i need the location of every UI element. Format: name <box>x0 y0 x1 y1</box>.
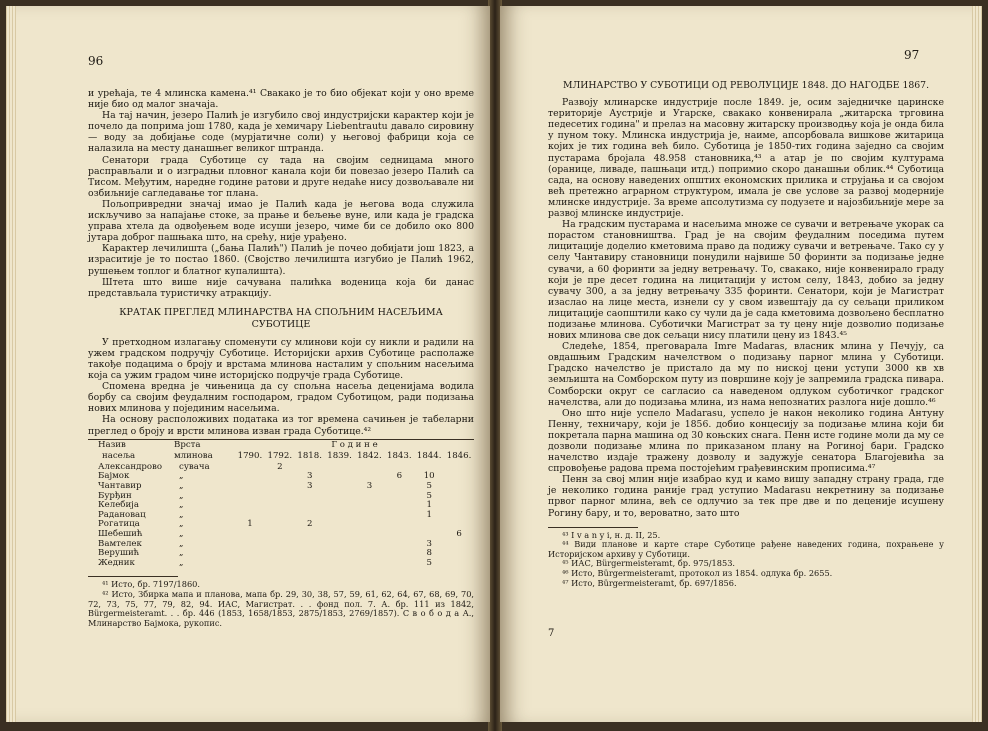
paragraph: Оно што није успело Madarasu, успело је након неколико година Антуну Пенну, техничару, који је 1856. добио концесију за подизање млина који би покретала парна машина од 30 коњских снага. Пенн исте године моли да му се дозволи подизање млина по приказаном плану на Рогиној бари. Градско начелство издаје тражену дозволу и задужује сенатора Благојевића за спровођење радова према постојећим грађевинским прописима.⁴⁷ <box>548 407 944 475</box>
section-heading-line: СУБОТИЦЕ <box>251 318 311 330</box>
paragraph: На градским пустарама и насељима множе се сувачи и ветрењаче укорак са порастом становништва. Град је на својим феудалним поседима путем лицитације доделио кметовима право да подижу сувачи и ветрењаче. Тако су у селу Чантавиру становници понудили највише 50 форинти за подизање једне сувачи, а 60 форинти за једну ветрењачу. То, свакако, није конвенирало граду који је пре десет година на лицитацији у истом селу, 1843, добио за једну сувачу 300, а за једну ветрењачу 335 форинти. Сенатори, који је Магистрат изаслао на лице места, изнели су у свом извештају да су сељаци приликом лицитације саопштили како су чули да је сада кметовима дозвољено бесплатно подизање млинова. Суботички Магистрат за ту цену није дозволио подизање нових млинова све док сељаци нису платили цену из 1843.⁴⁵ <box>548 219 944 342</box>
mill-count <box>265 482 295 492</box>
mill-count <box>444 482 474 492</box>
mill-count <box>295 540 325 550</box>
table-header-year: 1818. <box>297 451 322 462</box>
mill-count: 2 <box>277 461 283 472</box>
table-header-name-2: насеља <box>102 451 136 462</box>
mill-count: 3 <box>366 481 373 491</box>
mill-count <box>355 501 385 511</box>
mill-count <box>444 472 474 482</box>
mill-type: „ <box>179 490 184 501</box>
mill-count: 3 <box>306 481 313 491</box>
mill-count <box>265 472 295 482</box>
mill-count <box>384 549 414 559</box>
mill-type: „ <box>179 538 184 549</box>
mill-count <box>355 511 385 521</box>
mill-count <box>325 492 355 502</box>
table-row <box>88 559 474 569</box>
mill-count <box>384 492 414 502</box>
mill-count <box>265 549 295 559</box>
mill-count <box>325 482 355 492</box>
mill-count <box>444 511 474 521</box>
paragraph: и урећаја, те 4 млинска камена.⁴¹ Свакако је то био објекат који у оно време није био од малог значаја. <box>88 88 474 111</box>
mill-count <box>384 530 414 540</box>
settlement-name: Чантавир <box>98 481 142 491</box>
mill-count <box>325 559 355 569</box>
mill-count <box>414 520 444 530</box>
mill-count <box>384 482 414 492</box>
paragraph: Следеће, 1854, преговарала Imre Madaras, власник млина у Печују, са овдашњим Градским начелством о подизању парног млина у Суботици. Градско начелство је пристало да му по ниској цени уступи 3000 кв хв земљишта на Сомборском путу из површине коју је запремила градска пивара. Сомборски округ се сагласио са наведеном одлуком суботичког градског начелства, али до подизања млина, из нама непознатих разлога није дошло.⁴⁶ <box>548 341 944 408</box>
mill-count <box>444 549 474 559</box>
mill-count: 3 <box>426 538 432 549</box>
mill-count: 6 <box>396 471 403 482</box>
mill-count <box>235 463 265 473</box>
mill-count <box>235 530 265 540</box>
footnote: ⁴⁶ Исто, Bürgermeisteramt, протокол из 1854. одлука бр. 2655. <box>562 568 833 579</box>
paragraph: У претходном излагању споменути су млинови који су никли и радили на ужем градском подручју Суботице. Историјски архив Суботице располаже такође подацима о броју и врстама млинова насталим у спољним насељима која са ужим градом чине историјско подручје града Суботице. <box>88 336 474 382</box>
mill-type: „ <box>179 509 184 520</box>
table-header-year: 1842. <box>357 451 382 462</box>
settlement-name: Верушић <box>98 548 140 559</box>
mill-count <box>355 463 385 473</box>
mill-count <box>355 559 385 569</box>
settlement-name: Келебија <box>98 500 139 511</box>
left-page-body <box>88 88 474 628</box>
mill-count <box>444 492 474 502</box>
table-header-year: 1792. <box>267 451 293 462</box>
footnote: ⁴¹ Исто, бр. 7197/1860. <box>102 579 200 590</box>
mill-count: 5 <box>426 557 432 568</box>
section-heading-line: КРАТАК ПРЕГЛЕД МЛИНАРСТВА НА СПОЉНИМ НАСЕЉИМА <box>119 306 443 318</box>
left-page <box>6 6 490 722</box>
mill-count <box>444 501 474 511</box>
mill-count <box>325 530 355 540</box>
mill-count <box>235 559 265 569</box>
footnote-rule <box>548 527 638 528</box>
paragraph: Штета што више није сачувана палићка воденица која би данас представљала туристичку атракцију. <box>88 276 474 299</box>
page-edge-left <box>6 6 16 722</box>
mill-count <box>325 501 355 511</box>
settlement-name: Бурђин <box>98 490 132 501</box>
mill-count <box>444 463 474 473</box>
mill-count <box>384 501 414 511</box>
footnote: ⁴⁴ Види планове и карте старе Суботице рађене наведених година, похрањене у Историјском архиву у Суботици. <box>548 539 944 559</box>
mill-count <box>384 559 414 569</box>
running-head: МЛИНАРСТВО У СУБОТИЦИ ОД РЕВОЛУЦИЈЕ 1848. ДО НАГОДБЕ 1867. <box>562 80 930 91</box>
settlement-name: Жедник <box>98 557 135 568</box>
mill-count <box>295 492 325 502</box>
mill-count <box>384 540 414 550</box>
settlement-name: Бајмок <box>98 471 130 482</box>
mill-count <box>325 463 355 473</box>
settlement-name: Вамтелек <box>98 538 142 549</box>
table-row <box>88 492 474 502</box>
settlement-name: Александрово <box>98 461 163 472</box>
paragraph: Развоју млинарске индустрије после 1849. је, осим заједничке царинске територије Аустрије и Угарске, свакако конвенирала „житарска трговина педесетих година" и прелаз на масовну житарску производњу која је онда била у пуном току. Млинска индустрија је, наиме, апсорбовала вишкове житарица којих је тих година већ било. Суботица је 1850-тих година заједно са својим пустарама бројала 48.958 становника,⁴³ а атар је по својим културама (оранице, ливаде, пашњаци итд.) попримио скоро данашњи облик.⁴⁴ Суботица сада, на основу наведених општих економских прилика и струјања и са својом већ претежно аграрном структуром, имала је све услове за развој модерније млинске индустрије. За време апсолутизма су подузете и најозбиљније мере за развој млинске индустрије. <box>548 97 944 220</box>
table-row <box>88 520 474 530</box>
mill-count <box>295 549 325 559</box>
mill-count <box>265 530 295 540</box>
mill-count: 1 <box>426 500 432 511</box>
mill-count <box>295 559 325 569</box>
footnote: ⁴³ I v a n y i, н. д. II, 25. <box>562 529 661 540</box>
mill-count <box>384 520 414 530</box>
table-header-year: 1790. <box>237 451 263 462</box>
mill-count <box>444 540 474 550</box>
table-header-type: Врста <box>174 439 201 450</box>
mill-count <box>235 472 265 482</box>
paragraph: На тај начин, језеро Палић је изгубило свој индустријски карактер који је почело да поприма још 1780, када је хемичару Liebentrautu давало сировину — воду за добијање соде (мурјатичне соли) у његовој фабрици која се налазила на месту данашњег великог штранда. <box>88 110 474 155</box>
paragraph: Спомена вредна је чињеница да су спољна насеља деценијама водила борбу са својим феудалним господаром, градом Суботицом, ради подизања нових млинова у појединим насељима. <box>88 381 474 415</box>
mill-count: 2 <box>306 519 313 530</box>
table-row <box>88 530 474 540</box>
page-edge-right <box>972 6 982 722</box>
table-row <box>88 472 474 482</box>
paragraph: Пенн за свој млин није изабрао куд и камо вишу западну страну града, где је неколико година раније град уступио Madarasu некретнину за подизање првог парног млина, већ се одлучио за тек пре две и по деценије исушену Рогину бару, и то, вероватно, зато што <box>548 474 944 519</box>
mill-type: „ <box>179 548 184 559</box>
mill-count: 1 <box>247 519 253 530</box>
paragraph: Сенатори града Суботице су тада на својим седницама много расправљали и о изградњи пловног канала који би повезао језеро Палић са Тисом. Међутим, наредне године ратови и друге недаће нису дозвољавале ни озбиљније сагледавање тог плана. <box>88 154 474 199</box>
page-number-right: 97 <box>904 48 920 62</box>
mill-count: 8 <box>426 548 432 559</box>
mill-count: 10 <box>423 471 435 482</box>
mill-count <box>355 520 385 530</box>
mill-count <box>355 549 385 559</box>
mill-count <box>265 520 295 530</box>
mill-count <box>325 520 355 530</box>
mill-count: 3 <box>306 471 313 482</box>
mill-count <box>235 540 265 550</box>
mills-table <box>88 439 474 569</box>
section-heading <box>88 307 474 331</box>
table-header-year: 1846. <box>446 451 472 462</box>
right-page <box>500 6 982 722</box>
mill-count <box>295 530 325 540</box>
mill-type: „ <box>179 528 184 539</box>
footnote-rule <box>88 576 178 577</box>
page-number-left: 96 <box>88 54 104 68</box>
mill-type: „ <box>179 471 184 482</box>
mill-count <box>355 530 385 540</box>
mill-count: 1 <box>426 509 432 520</box>
table-header-year: 1844. <box>416 451 442 462</box>
mill-count <box>384 511 414 521</box>
mill-count <box>265 559 295 569</box>
paragraph: На основу расположивих података из тог времена сачињен је табеларни преглед о броју и врсти млинова изван града Суботице.⁴² <box>88 414 474 437</box>
mill-type: сувача <box>179 461 210 472</box>
paragraph: Пољопривредни значај имао је Палић када је његова вода служила искључиво за напајање стоке, за прање и бељење вуне, или када је градска управа хтела да одвођењем воде исуши језеро, чиме би се добило око 800 јутара доброг пашњака што, на срећу, није урађено. <box>88 198 474 244</box>
table-header-year: 1843. <box>387 451 412 462</box>
mill-count <box>325 540 355 550</box>
mill-count <box>325 511 355 521</box>
mill-type: „ <box>179 519 184 530</box>
mill-count <box>355 492 385 502</box>
mill-type: „ <box>179 481 184 491</box>
mill-count <box>295 501 325 511</box>
settlement-name: Шебешић <box>98 528 143 539</box>
footnote: ⁴⁷ Исто, Bürgermeisteramt, бр. 697/1856. <box>562 577 737 588</box>
mill-count <box>444 559 474 569</box>
mill-count: 5 <box>426 481 432 491</box>
footnote: ⁴² Исто, Збирка мапа и планова, мапа бр. 29, 30, 38, 57, 59, 61, 62, 64, 67, 68, 69, 70, 72, 73, 75, 77, 79, 82, 94. ИАС, Магистрат. . . фонд пол. 7. А. бр. 111 из 1842, Bürgermeisteramt. . . бр. 446 (1853, 1658/1853, 2875/1853, 2769/1857). С в о б о д а А., Млинарство Бајмока, рукопис. <box>88 588 474 628</box>
signature-mark: 7 <box>548 628 555 640</box>
mill-count <box>265 492 295 502</box>
mill-count: 6 <box>456 528 462 539</box>
paragraph: Карактер лечилишта („бања Палић") Палић је почео добијати још 1823, а израситије је то постао 1860. (Својство лечилишта изгубио је Палић 1962, рушењем топлог и блатног купалишта). <box>88 243 474 277</box>
mill-type: „ <box>179 500 184 511</box>
right-page-body <box>548 80 944 639</box>
table-row <box>88 482 474 492</box>
mill-type: „ <box>179 557 184 568</box>
mill-count <box>265 511 295 521</box>
table-header-name: Назив <box>98 439 126 450</box>
table-header-type-2: млинова <box>174 451 213 462</box>
table-row <box>88 511 474 521</box>
table-header-years: Г о д и н е <box>331 439 378 450</box>
mill-count <box>265 540 295 550</box>
mill-count <box>265 501 295 511</box>
mill-count: 5 <box>426 490 432 501</box>
mill-count <box>235 501 265 511</box>
settlement-name: Радановац <box>98 509 146 520</box>
mill-count <box>235 482 265 492</box>
mill-count <box>235 549 265 559</box>
mill-count <box>355 540 385 550</box>
footnote: ⁴⁵ ИАС, Bürgermeisteramt, бр. 975/1853. <box>562 558 736 569</box>
table-row <box>88 540 474 550</box>
mill-count <box>325 472 355 482</box>
settlement-name: Рогатица <box>98 519 140 530</box>
mill-count <box>235 492 265 502</box>
table-row <box>88 549 474 559</box>
mill-count <box>325 549 355 559</box>
table-header-year: 1839. <box>327 451 352 462</box>
table-row <box>88 463 474 473</box>
